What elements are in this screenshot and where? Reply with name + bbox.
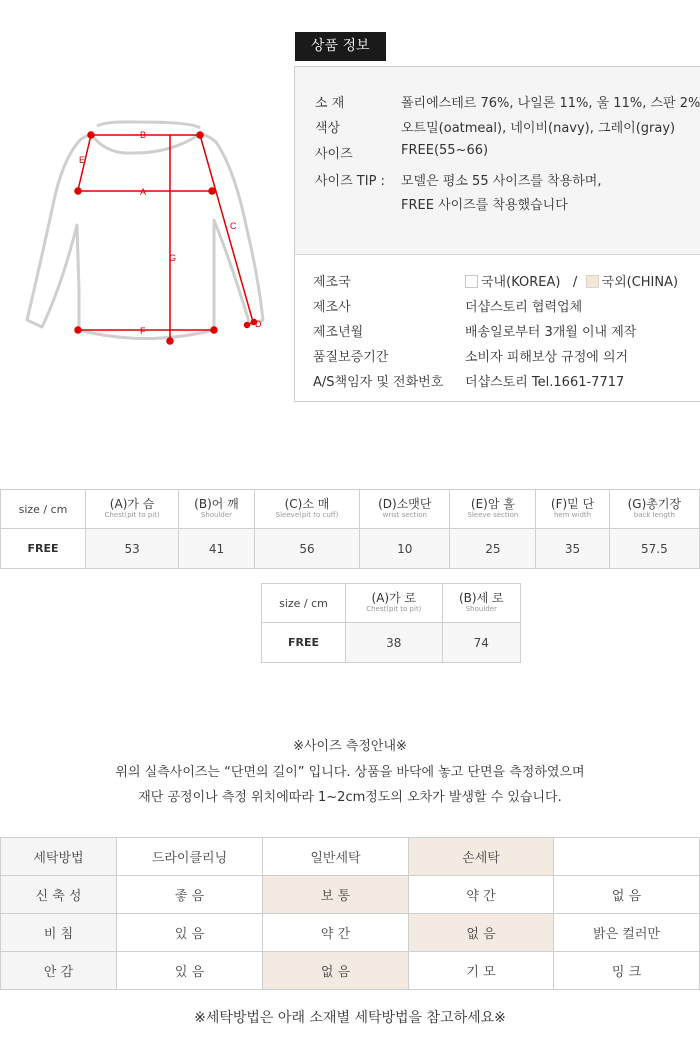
size-corner: size / cm <box>1 490 86 529</box>
size-table-row <box>1 529 700 569</box>
care-cell-selected: 보 통 <box>263 876 409 914</box>
care-cell: 신 축 성 <box>1 876 117 914</box>
label-a: A <box>140 187 147 197</box>
care-row <box>1 952 700 990</box>
care-cell <box>554 838 700 876</box>
care-cell: 밝은 컬러만 <box>554 914 700 952</box>
care-cell-selected: 손세탁 <box>409 838 554 876</box>
product-info-top: 소 재 폴리에스테르 76%, 나일론 11%, 울 11%, 스판 2% 색상 오트밀(oatmeal), 네이비(navy), 그레이(gray) 사이즈 FREE(55~66) 사이즈 TIP : 모델은 평소 55 사이즈를 착용하며, FREE 사이즈를 착용했습니다 <box>295 67 700 255</box>
label-e: E <box>79 155 86 165</box>
size-header: (D)소맷단 wrist section <box>360 490 450 529</box>
size-header: (F)밑 단 hem width <box>536 490 609 529</box>
product-info-title: 상품 정보 <box>295 32 386 61</box>
origin-china-checkbox <box>586 275 599 288</box>
size2-corner: size / cm <box>262 584 346 623</box>
size-header: (B)어 깨 Shoulder <box>179 490 255 529</box>
care-cell: 약 간 <box>409 876 554 914</box>
size2-value: 38 <box>346 623 443 663</box>
size-table-header <box>1 490 700 529</box>
size-value: 35 <box>536 529 609 569</box>
size-row-label: FREE <box>1 529 86 569</box>
care-cell: 세탁방법 <box>1 838 117 876</box>
size-value: 56 <box>254 529 359 569</box>
size-value: 57.5 <box>609 529 699 569</box>
size2-header: (A)가 로 Chest(pit to pit) <box>346 584 443 623</box>
sweater-diagram <box>20 115 270 355</box>
care-cell-selected: 없 음 <box>409 914 554 952</box>
care-cell: 있 음 <box>117 952 263 990</box>
care-cell: 있 음 <box>117 914 263 952</box>
label-b: B <box>140 130 147 140</box>
care-row <box>1 838 700 876</box>
size-table-2 <box>261 583 521 663</box>
label-f: F <box>140 326 146 336</box>
size-header: (E)암 홀 Sleeve section <box>450 490 536 529</box>
care-cell: 좋 음 <box>117 876 263 914</box>
size-value: 25 <box>450 529 536 569</box>
size-header: (A)가 슴 Chest(pit to pit) <box>86 490 179 529</box>
size-value: 41 <box>179 529 255 569</box>
product-info-box: 소 재 폴리에스테르 76%, 나일론 11%, 울 11%, 스판 2% 색상 오트밀(oatmeal), 네이비(navy), 그레이(gray) 사이즈 FREE(55~66) 사이즈 TIP : 모델은 평소 55 사이즈를 착용하며, FREE 사이즈를 착용했습니다 제조국 국내(KOREA) / 국외(CHINA) 제조사 더샵스토리 협력업체 제조년월 배송일로부터 3개월 이내 제작 품질보증기간 소비자 피해보상 규정에 의거 A/S책임자 및 전화번호 더샵스토리 Tel.1661-7717 <box>294 66 700 402</box>
care-cell-selected: 없 음 <box>263 952 409 990</box>
label-d: D <box>255 319 262 329</box>
care-cell: 안 감 <box>1 952 117 990</box>
size2-header: (B)세 로 Shoulder <box>442 584 520 623</box>
label-c: C <box>230 221 237 231</box>
care-cell: 약 간 <box>263 914 409 952</box>
notice-title: ※사이즈 측정안내※ <box>293 739 407 754</box>
care-cell: 기 모 <box>409 952 554 990</box>
care-cell: 비 침 <box>1 914 117 952</box>
origin-korea-checkbox <box>465 275 478 288</box>
care-table <box>0 837 700 990</box>
size-table-2-row <box>262 623 521 663</box>
care-cell: 밍 크 <box>554 952 700 990</box>
size2-row-label: FREE <box>262 623 346 663</box>
size-value: 10 <box>360 529 450 569</box>
care-cell: 일반세탁 <box>263 838 409 876</box>
label-g: G <box>169 253 177 263</box>
care-cell: 드라이클리닝 <box>117 838 263 876</box>
size-header: (C)소 매 Sleeve(pit to cuff) <box>254 490 359 529</box>
notice-line-2: 재단 공정이나 측정 위치에따라 1~2cm정도의 오차가 발생할 수 있습니다. <box>138 790 562 805</box>
notice-line-1: 위의 실측사이즈는 “단면의 길이” 입니다. 상품을 바닥에 놓고 단면을 측정하였으며 <box>115 765 585 780</box>
care-cell: 없 음 <box>554 876 700 914</box>
care-row <box>1 876 700 914</box>
size-table-2-header <box>262 584 521 623</box>
size-header: (G)총기장 back length <box>609 490 699 529</box>
care-row <box>1 914 700 952</box>
size-value: 53 <box>86 529 179 569</box>
size2-value: 74 <box>442 623 520 663</box>
care-footer: ※세탁방법은 아래 소재별 세탁방법을 참고하세요※ <box>194 1010 506 1026</box>
size-table <box>0 489 700 569</box>
